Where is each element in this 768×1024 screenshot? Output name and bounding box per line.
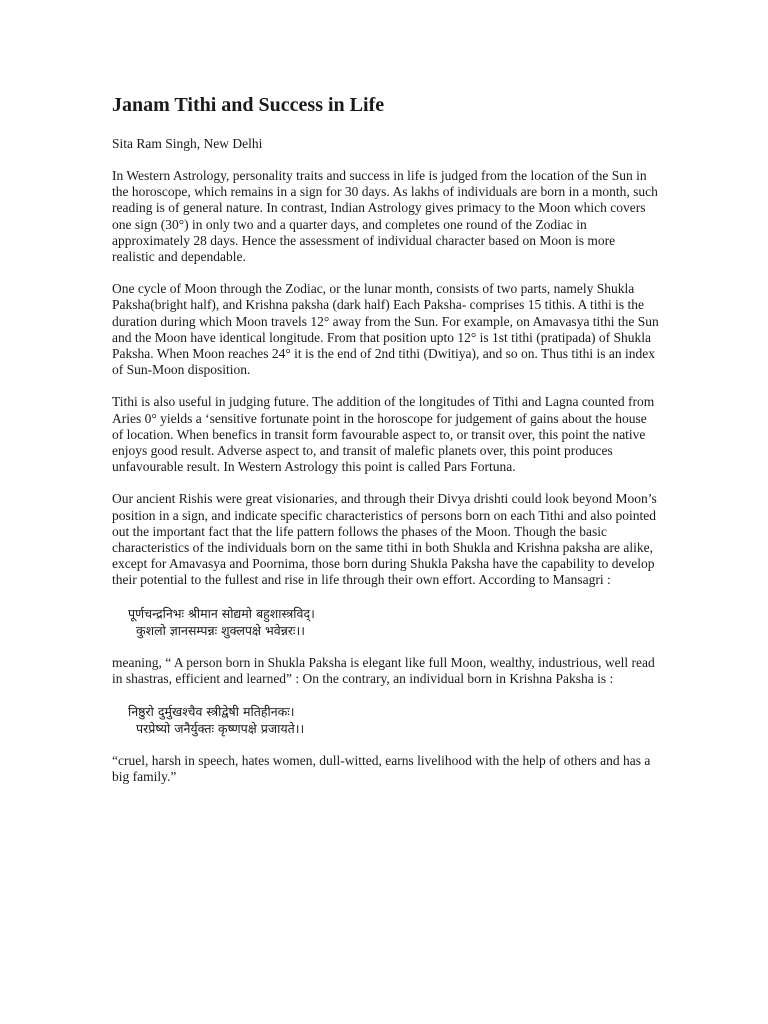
verse-line: निष्ठुरो दुर्मुखश्चैव स्त्रीद्वेषी मतिहीनकः। <box>128 704 295 720</box>
paragraph-tithi-future: Tithi is also useful in judging future. The addition of the longitudes of Tithi and Lagna counted from Aries 0° yields a ‘sensitive fortunate point in the horoscope for judgement of gains about the house of location. When benefics in transit form favourable aspect to, or transit over, this point the native enjoys good result. Adverse aspect to, and transit of malefic planets over, this point produces unfavourable result. In Western Astrology this point is called Pars Fortuna. <box>112 394 655 475</box>
document-title: Janam Tithi and Success in Life <box>112 94 385 116</box>
paragraph-final-quote: “cruel, harsh in speech, hates women, dull-witted, earns livelihood with the help of others and has a big family.” <box>112 753 651 785</box>
paragraph-western-astrology: In Western Astrology, personality traits and success in life is judged from the location of the Sun in the horoscope, which remains in a sign for 30 days. As lakhs of individuals are born in a month, such reading is of general nature. In contrast, Indian Astrology gives primacy to the Moon which covers one sign (30°) in only two and a quarter days, and completes one round of the Zodiac in approximately 28 days. Hence the assessment of individual character based on Moon is more realistic and dependable. <box>112 168 658 265</box>
verse-line: कुशलो ज्ञानसम्पन्नः शुक्लपक्षे भवेन्नरः।। <box>136 622 305 638</box>
paragraph-lunar-cycle: One cycle of Moon through the Zodiac, or the lunar month, consists of two parts, namely Shukla Paksha(bright half), and Krishna paksha (dark half) Each Paksha- comprises 15 tithis. A tithi is the duration during which Moon travels 12° away from the Sun. For example, on Amavasya tithi the Sun and the Moon have identical longitude. From that position upto 12° is 1st tithi (pratipada) of Shukla Paksha. When Moon reaches 24° it is the end of 2nd tithi (Dwitiya), and so on. Thus tithi is an index of Sun-Moon disposition. <box>112 281 659 378</box>
verse-line: परप्रेष्यो जनैर्युक्तः कृष्णपक्षे प्रजायते।। <box>136 721 305 737</box>
paragraph-rishis: Our ancient Rishis were great visionaries, and through their Divya drishti could look beyond Moon’s position in a sign, and indicate specific characteristics of persons born on each Tithi and also pointed out the important fact that the life pattern follows the phases of the Moon. Though the basic characteristics of the individuals born on the same tithi in both Shukla and Krishna paksha are alike, except for Amavasya and Poornima, those born during Shukla Paksha have the capability to develop their potential to the fullest and rise in life through their own effort. According to Mansagri : <box>112 491 657 588</box>
verse-line: पूर्णचन्द्रनिभः श्रीमान सोद्यमो बहुशास्त्रविद्। <box>128 605 315 621</box>
paragraph-meaning: meaning, “ A person born in Shukla Paksha is elegant like full Moon, wealthy, industrious, well read in shastras, efficient and learned” : On the contrary, an individual born in Krishna Paksha is : <box>112 654 655 686</box>
author-line: Sita Ram Singh, New Delhi <box>112 136 263 151</box>
sanskrit-verse-krishna <box>128 703 660 737</box>
document-page <box>112 92 660 801</box>
sanskrit-verse-shukla <box>128 605 660 639</box>
